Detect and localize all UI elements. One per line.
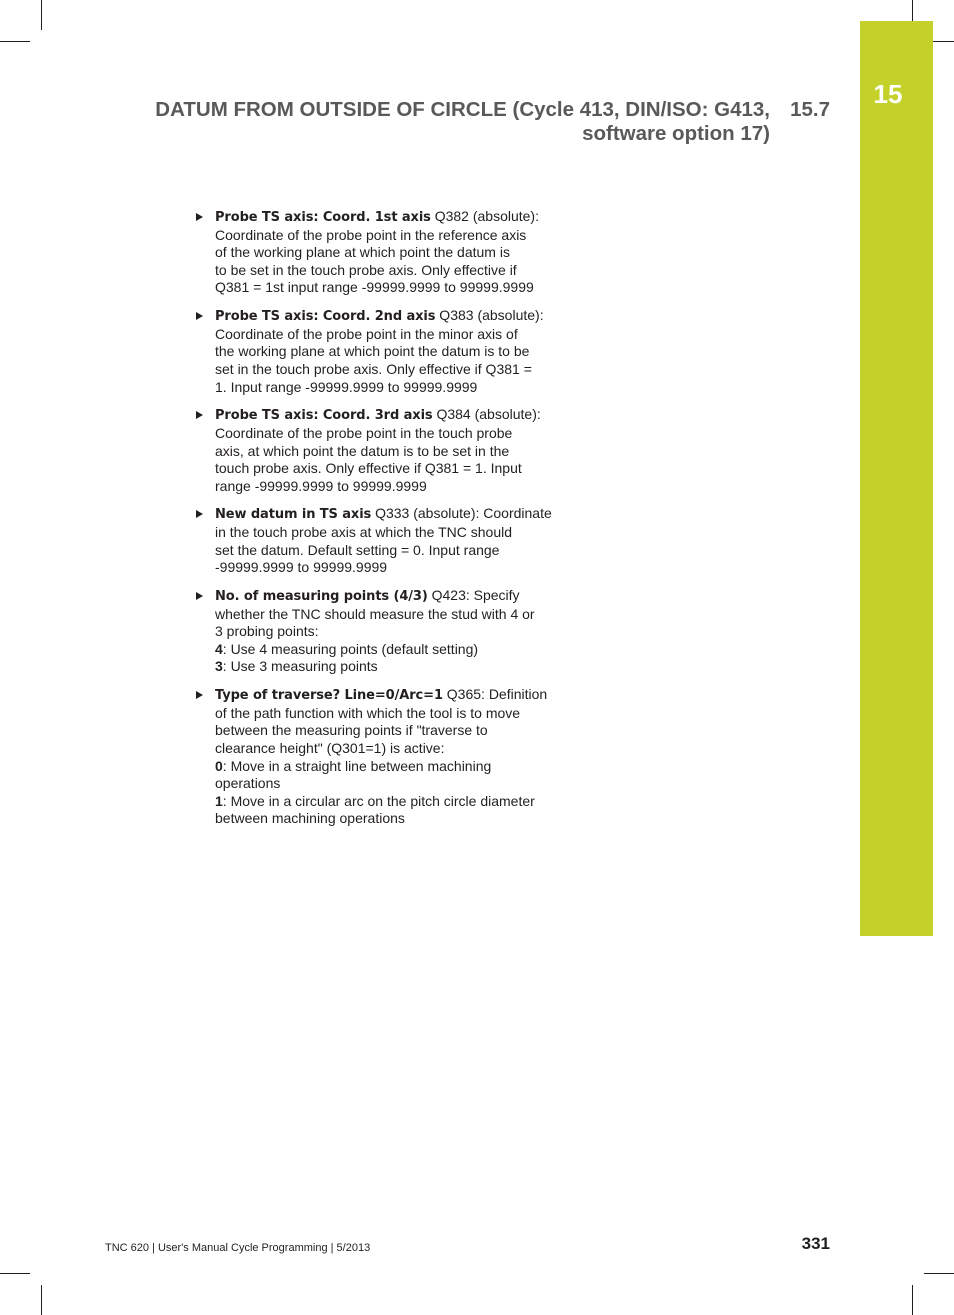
param-text: Coordinate of the probe point in the minor axis of [215, 325, 518, 342]
param-text: clearance height" (Q301=1) is active: [215, 739, 445, 756]
param-label: Probe TS axis: Coord. 2nd axis [215, 309, 436, 325]
option-text: between machining operations [215, 810, 405, 827]
param-text: touch probe axis. Only effective if Q381 = 1. Input [215, 460, 522, 477]
param-text: in the touch probe axis at which the TNC should [215, 524, 513, 541]
param-text: between the measuring points if "traverse to [215, 722, 488, 739]
param-text: the working plane at which point the datum is to be [215, 343, 530, 360]
option-key: 3 [215, 658, 223, 675]
option-text: : Use 4 measuring points (default setting) [222, 640, 479, 657]
param-label: Probe TS axis: Coord. 1st axis [215, 210, 431, 225]
param-text: Q383 (absolute): [435, 307, 544, 324]
option-key: 0 [215, 757, 223, 774]
list-item [193, 406, 558, 495]
param-text: Coordinate of the probe point in the reference axis [215, 226, 527, 243]
list-item [193, 505, 558, 576]
page-title-line: software option 17) [582, 122, 770, 145]
chapter-number: 15 [873, 79, 903, 109]
option-text: : Move in a circular arc on the pitch circle diameter [222, 792, 535, 809]
footer-text: TNC 620 | User's Manual Cycle Programming | 5/2013 [105, 1242, 371, 1254]
page-number: 331 [801, 1234, 830, 1253]
arrow-bullet-icon [196, 411, 203, 419]
param-label: No. of measuring points (4/3) [215, 589, 428, 605]
param-text: set the datum. Default setting = 0. Input range [215, 541, 500, 558]
param-text: Q381 = 1st input range -99999.9999 to 99999.9999 [215, 279, 534, 296]
param-text: Q333 (absolute): Coordinate [371, 505, 552, 522]
param-text: whether the TNC should measure the stud with 4 or [215, 605, 535, 622]
param-text: range -99999.9999 to 99999.9999 [215, 477, 427, 494]
crop-mark [924, 1273, 954, 1274]
param-text: set in the touch probe axis. Only effective if Q381 = [215, 360, 532, 377]
list-item [193, 208, 558, 297]
option-text: : Move in a straight line between machining [222, 757, 492, 774]
option-key: 4 [215, 640, 223, 657]
option-key: 1 [215, 792, 223, 809]
param-text: Q384 (absolute): [432, 406, 541, 423]
param-label: New datum in TS axis [215, 507, 372, 523]
section-number: 15.7 [790, 98, 830, 121]
crop-mark [912, 1285, 913, 1315]
arrow-bullet-icon [196, 213, 203, 221]
param-text: axis, at which point the datum is to be set in the [215, 442, 510, 459]
param-text: of the working plane at which point the datum is [215, 244, 510, 261]
arrow-bullet-icon [196, 691, 203, 699]
param-text: Q423: Specify [427, 587, 520, 604]
chapter-tab [860, 21, 933, 936]
param-label: Probe TS axis: Coord. 3rd axis [215, 408, 433, 424]
page-title [120, 98, 770, 146]
parameter-list [193, 208, 558, 838]
param-text: of the path function with which the tool is to move [215, 704, 521, 721]
option-text: : Use 3 measuring points [222, 658, 378, 675]
crop-mark [41, 1285, 42, 1315]
crop-mark [0, 1273, 30, 1274]
arrow-bullet-icon [196, 592, 203, 600]
param-text: to be set in the touch probe axis. Only effective if [215, 261, 517, 278]
param-text: Q365: Definition [442, 686, 548, 703]
arrow-bullet-icon [196, 312, 203, 320]
param-text: Coordinate of the probe point in the touch probe [215, 424, 513, 441]
param-text: -99999.9999 to 99999.9999 [215, 559, 388, 576]
param-text: 1. Input range -99999.9999 to 99999.9999 [215, 378, 478, 395]
crop-mark [41, 0, 42, 30]
param-label: Type of traverse? Line=0/Arc=1 [215, 688, 443, 704]
list-item [193, 587, 558, 676]
arrow-bullet-icon [196, 510, 203, 518]
option-text: operations [215, 775, 281, 792]
list-item [193, 307, 558, 396]
page-title-line: DATUM FROM OUTSIDE OF CIRCLE (Cycle 413, DIN/ISO: G413, [155, 98, 770, 121]
list-item [193, 686, 558, 828]
param-text: 3 probing points: [215, 623, 319, 640]
crop-mark [0, 41, 30, 42]
param-text: Q382 (absolute): [430, 208, 539, 224]
